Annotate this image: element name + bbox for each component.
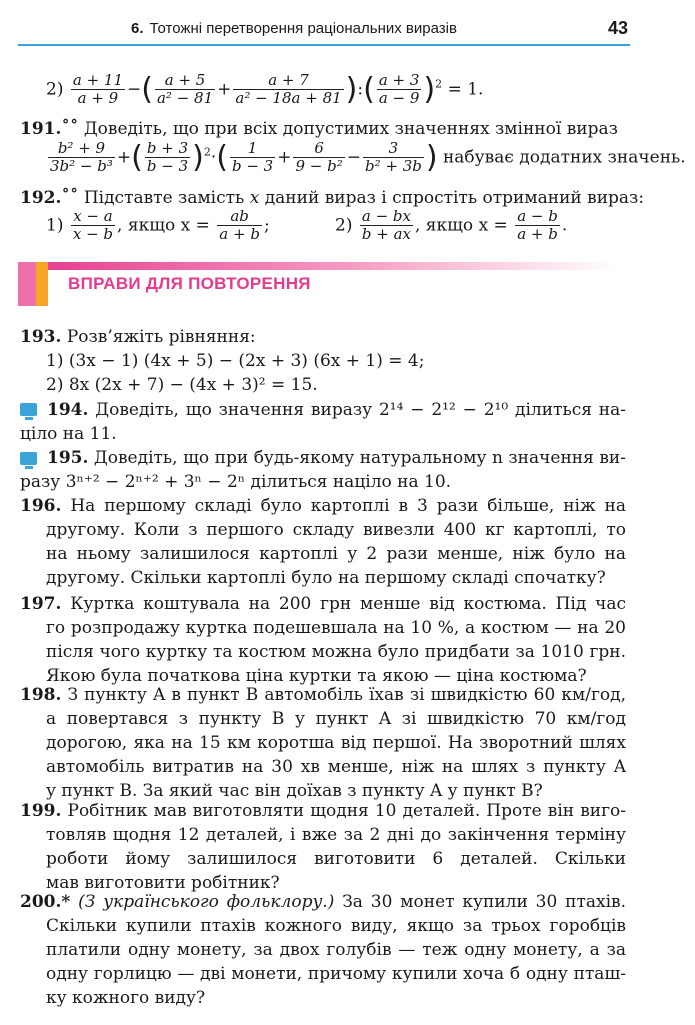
result: = 1. [447,79,484,100]
exercise-number: 191.˚˚ [20,119,79,139]
text-line: Доведіть, що при будь-якому натуральному n значення ви- [93,448,626,468]
exercise-number: 194. [47,400,89,420]
text-line: З пункту A в пункт B автомобіль їхав зі швидкістю 60 км/год, [67,685,626,705]
text-row: Якою була початкова ціна куртки та якою — ціна костюма? [46,666,587,686]
fraction [71,208,115,244]
numerator: a + 7 [268,71,309,89]
numerator: a + 11 [72,71,123,89]
denominator: b − 3 [231,157,274,176]
denominator: a + b [219,225,260,244]
fraction [71,72,125,108]
fraction [377,72,422,108]
fraction [48,140,115,176]
text-row [20,683,626,707]
exercise-191-expression: $\frac{\text{b² + 9}}{\text{3b² − b³}}$ +( $\frac{b + 3}{b - 3}$ )$^2$·( $\frac{1}{b - 3}$ + $\frac{6}{\text{9 − b²}}$ − $\frac{3}{\text{b² + 3b}}$ ) набуває додатних значень. [50,139,686,176]
banner-stripe [18,262,618,270]
section-banner [18,262,618,306]
part-label: 2) [46,79,64,100]
text-row: у пункт B. За який час він доїхав з пункту A у пункт B? [46,781,543,801]
exercise-200 [20,890,626,1010]
denominator: a + 9 [71,89,125,107]
section-title: ВПРАВИ ДЛЯ ПОВТОРЕННЯ [68,274,311,293]
fraction [233,72,343,108]
denominator: 9 − b² [295,157,343,176]
text-row: платили одну монету, за двох голубів — теж одну монету, а за [46,940,626,960]
chapter-title: Тотожні перетворення раціональних виразів [149,20,457,37]
text-line: Доведіть, що значення виразу 2¹⁴ − 2¹² − 2¹⁰ ділиться на- [95,400,626,420]
fraction [230,140,275,176]
part-label: 1) [46,215,64,236]
numerator: x − a [73,207,113,225]
exercise-195 [20,446,626,494]
banner-tab-inner [18,262,36,306]
denominator: a² − 81 [156,89,214,108]
exercise-193 [20,327,256,347]
punct: ; [263,215,270,236]
exercise-196 [20,494,626,590]
page-number: 43 [607,18,628,38]
exercise-number: 196. [20,496,62,516]
punct: . [561,215,568,236]
text-row: ку кожного виду? [46,988,206,1008]
numerator: 6 [314,139,324,157]
text-row: мав виготовити робітник? [46,873,280,893]
text-row [20,446,626,470]
numerator: a − bx [361,207,411,225]
exercise-194 [20,398,626,446]
exercise-191 [20,119,618,139]
text-row: другому. Коли з першого складу вивезли 400 кг картоплі, то [46,520,626,540]
denominator: a² − 18a + 81 [235,89,342,108]
equation-1: 1) (3x − 1) (4x + 5) − (2x + 3) (6x + 1) = 4; [46,351,425,371]
numerator: 1 [247,139,258,157]
text-row: на ньому залишилося картоплі у 2 рази менше, ніж було на [46,544,626,564]
exercise-190-part-2: 2) $\frac{a + 11}{a + 9}$ −( $\frac{a + 5}{\text{a² − 81}}$ + $\frac{a + 7}{\text{a² − 18a + 81}}$ ):( $\frac{a + 3}{a - 9}$ )$^2$ = 1. [46,71,484,108]
exercise-number: 193. [20,327,62,347]
text-row: другому. Скільки картоплі було на першому складі спочатку? [46,568,606,588]
chapter-heading [18,20,570,37]
text-row [20,592,626,616]
numerator: ab [230,207,249,225]
text-line: За 30 монет купили 30 птахів. [342,892,626,912]
exercise-tail: набуває додатних значень. [442,147,686,168]
exercise-text: даний вираз і спростіть отриманий вираз: [264,188,645,208]
numerator: a + 5 [164,71,206,89]
fraction [360,208,413,244]
variable: x [249,188,260,208]
exercise-192-part-1 [46,208,270,244]
exercise-number: 192.˚˚ [20,188,79,208]
exercise-text: Доведіть, що при всіх допустимих значеннях змінної вираз [83,119,618,139]
part-label: 2) [335,215,353,236]
text-row: товляв щодня 12 деталей, і вже за 2 дні до закінчення терміну [46,825,626,845]
text-row: після чого куртку та костюм можна було придбати за 1010 грн. [46,642,626,662]
numerator: a − b [517,207,558,225]
denominator: a + b [517,225,558,244]
equation-2: 2) 8x (2x + 7) − (4x + 3)² = 15. [46,375,318,395]
exercise-text: Розв’яжіть рівняння: [66,327,256,347]
denominator: 3b² − b³ [50,157,113,176]
denominator: x − b [72,225,114,244]
numerator: a + 3 [378,71,420,89]
exercise-197 [20,592,626,688]
fraction [145,140,190,176]
numerator: 3 [388,139,399,157]
fraction [293,140,344,176]
exercise-198 [20,683,626,803]
text-row: автомобіль витратив на 30 хв менше, ніж на шлях з пункту A [46,757,626,777]
text-line: Куртка коштувала на 200 грн менше від костюма. Під час [70,594,626,614]
text-line: Робітник мав виготовляти щодня 10 деталей. Проте він виго- [67,801,626,821]
denominator: b + ax [361,225,411,244]
exercise-number: 197. [20,594,62,614]
text-row: Скільки купили птахів кожного виду, якщо за трьох горобців [46,916,626,936]
exercise-number: 195. [47,448,89,468]
denominator: a − 9 [378,89,420,108]
text-line: На першому складі було картоплі в 3 рази більше, ніж на [70,496,626,516]
text-row [20,494,626,518]
fraction [155,72,215,108]
text-row [20,398,626,422]
chapter-number: 6. [131,20,144,37]
numerator: b² + 9 [57,139,106,157]
text-row: ціло на 11. [20,424,117,444]
text-row: разу 3ⁿ⁺² − 2ⁿ⁺² + 3ⁿ − 2ⁿ ділиться націло на 10. [20,472,452,492]
text-row [20,799,626,823]
fraction [363,140,424,176]
fraction [515,208,560,244]
condition: , якщо x = [414,215,508,236]
denominator: b − 3 [146,157,189,176]
fraction [217,208,262,244]
exercise-192-part-2 [335,208,567,244]
exercise-number: 198. [20,685,62,705]
text-row: го розпродажу куртка подешевшала на 10 %, а костюм — на 20 [46,618,626,638]
exercise-192 [20,188,644,208]
text-row: одну горлицю — дві монети, причому купили хоча б одну пташ- [46,964,626,984]
exercise-number: 199. [20,801,62,821]
text-row [20,890,626,914]
page-header [18,14,630,46]
condition: , якщо x = [117,215,210,236]
exercise-source: (З українського фольклору.) [78,892,335,912]
exercise-199 [20,799,626,895]
text-row: роботи йому залишилося виготовити 6 деталей. Скільки [46,849,626,869]
exercise-number: 200.* [20,892,71,912]
denominator: b² + 3b [364,157,422,176]
exercise-text: Підставте замість [83,188,245,208]
text-row: дорогою, яка на 15 км коротша від першої. На зворотний шлях [46,733,626,753]
numerator: b + 3 [146,139,189,157]
text-row: а повертався з пункту B у пункт A зі швидкістю 70 км/год [46,709,626,729]
